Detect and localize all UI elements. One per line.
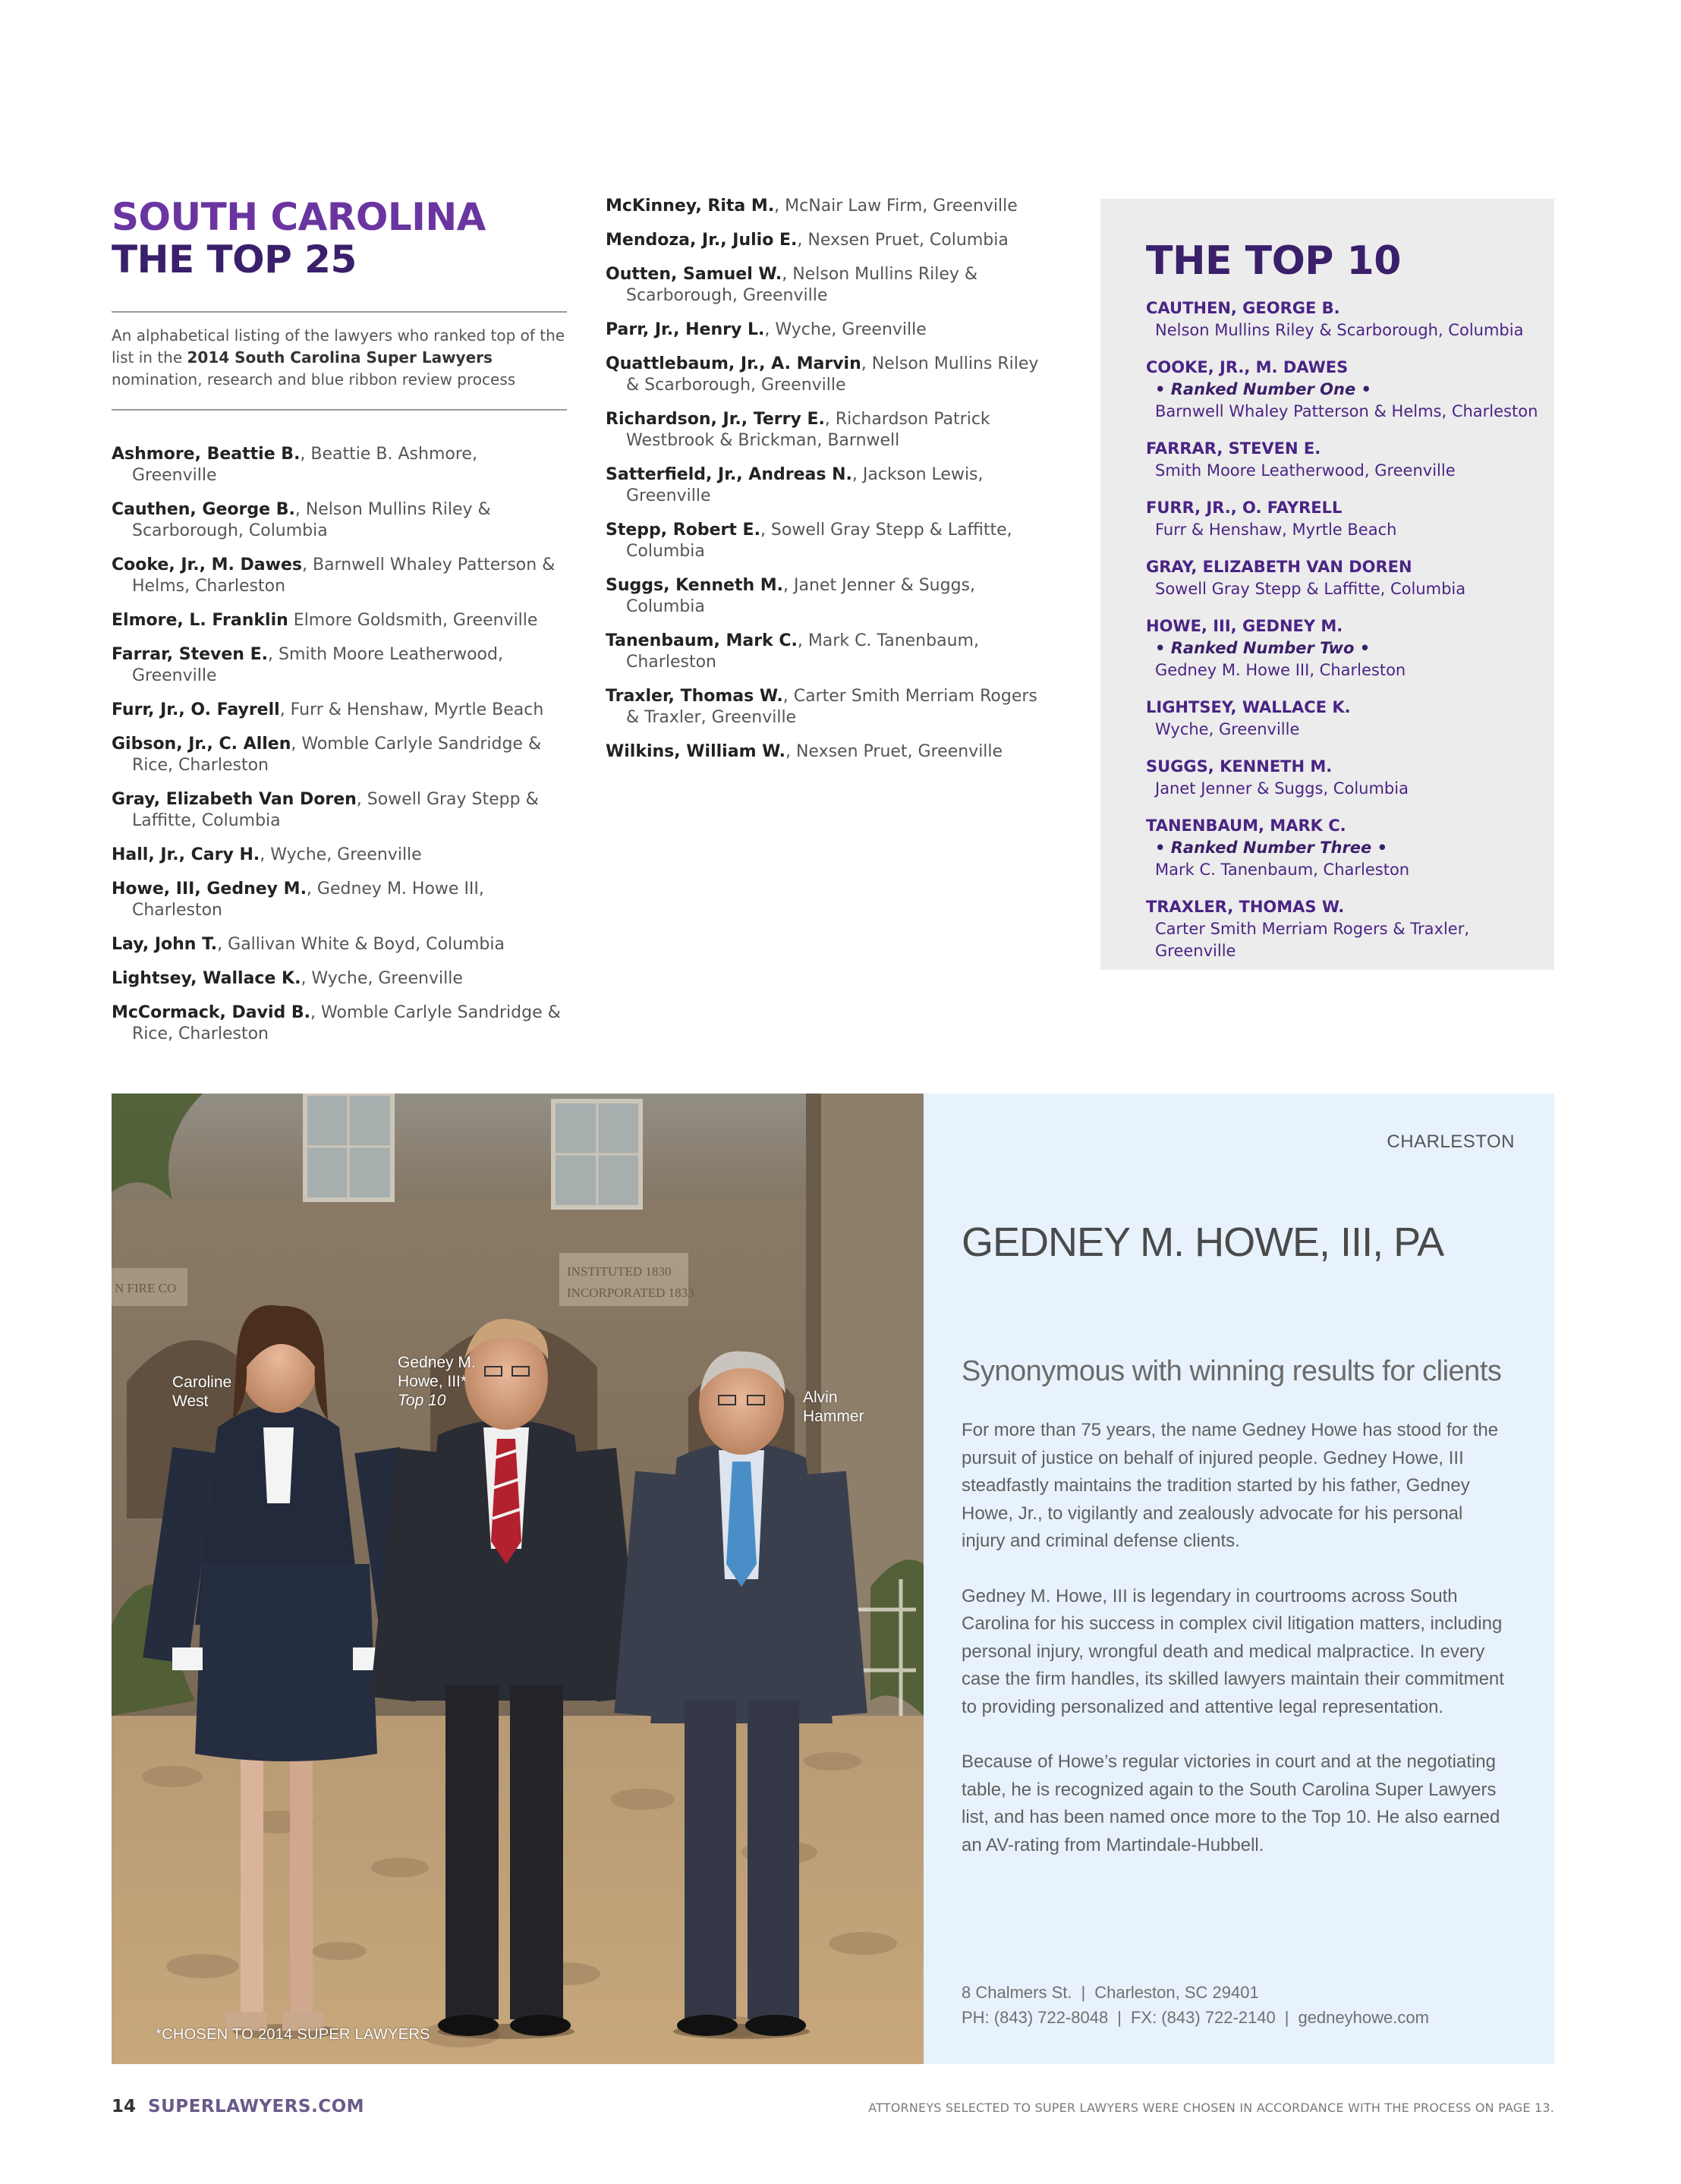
divider bbox=[112, 409, 567, 411]
lawyer-firm: , Womble Carlyle Sandridge & Rice, Charleston bbox=[132, 735, 542, 775]
top10-entry bbox=[1146, 815, 1554, 881]
lawyer-firm: , Nexsen Pruet, Columbia bbox=[797, 231, 1009, 250]
footer-disclaimer: ATTORNEYS SELECTED TO SUPER LAWYERS WERE CHOSEN IN ACCORDANCE WITH THE PROCESS ON PAGE 13. bbox=[868, 2101, 1554, 2115]
lawyer-name: Cauthen, George B. bbox=[112, 500, 295, 519]
lawyer-entry bbox=[606, 264, 1053, 307]
lawyer-firm: , Sowell Gray Stepp & Laffitte, Columbia bbox=[626, 521, 1012, 561]
top10-name: HOWE, III, GEDNEY M. bbox=[1146, 617, 1343, 635]
top25-list-middle bbox=[606, 196, 1053, 763]
top10-name: CAUTHEN, GEORGE B. bbox=[1146, 299, 1340, 317]
fax-number: FX: (843) 722-2140 bbox=[1130, 2008, 1276, 2027]
top10-entry bbox=[1146, 556, 1554, 600]
lawyer-name: Lay, John T. bbox=[112, 935, 218, 954]
caption-alvin: Alvin Hammer bbox=[803, 1389, 864, 1425]
top10-name: COOKE, JR., M. DAWES bbox=[1146, 358, 1349, 376]
city-label: CHARLESTON bbox=[1387, 1131, 1515, 1152]
top25-middle-column bbox=[606, 196, 1053, 776]
lawyer-name: Traxler, Thomas W. bbox=[606, 687, 783, 706]
firm-name: GEDNEY M. HOWE, III, PA bbox=[962, 1219, 1444, 1265]
lawyer-entry bbox=[112, 934, 567, 955]
plaque-text-2: INCORPORATED 1833 bbox=[567, 1286, 694, 1300]
top10-firm: Furr & Henshaw, Myrtle Beach bbox=[1155, 521, 1397, 539]
top10-entry bbox=[1146, 438, 1554, 482]
top10-entry bbox=[1146, 297, 1554, 341]
lawyer-name: Tanenbaum, Mark C. bbox=[606, 631, 798, 650]
lawyer-entry bbox=[606, 409, 1053, 452]
lawyer-entry bbox=[112, 734, 567, 776]
lawyer-firm: , Mark C. Tanenbaum, Charleston bbox=[626, 631, 979, 672]
lawyer-name: Wilkins, William W. bbox=[606, 742, 785, 761]
top10-entry bbox=[1146, 497, 1554, 541]
plaque-text-3: N FIRE CO bbox=[115, 1281, 177, 1295]
lawyer-entry bbox=[606, 464, 1053, 507]
top10-name: FARRAR, STEVEN E. bbox=[1146, 439, 1321, 458]
top10-firm: Janet Jenner & Suggs, Columbia bbox=[1155, 779, 1409, 798]
lawyer-name: Outten, Samuel W. bbox=[606, 265, 782, 284]
top25-left-column bbox=[112, 196, 567, 1058]
divider bbox=[112, 311, 567, 313]
lawyer-name: Furr, Jr., O. Fayrell bbox=[112, 700, 280, 719]
lawyer-firm: , Nelson Mullins Riley & Scarborough, Greenville bbox=[626, 265, 978, 305]
lawyer-name: Quattlebaum, Jr., A. Marvin bbox=[606, 354, 861, 373]
lawyer-entry bbox=[112, 968, 567, 990]
top10-firm: Barnwell Whaley Patterson & Helms, Charleston bbox=[1155, 402, 1538, 420]
lawyer-name: Stepp, Robert E. bbox=[606, 521, 760, 540]
top10-name: GRAY, ELIZABETH VAN DOREN bbox=[1146, 558, 1412, 576]
lawyer-name: Farrar, Steven E. bbox=[112, 645, 269, 664]
lawyer-name: Howe, III, Gedney M. bbox=[112, 880, 307, 898]
lawyer-firm: , Gedney M. Howe III, Charleston bbox=[132, 880, 484, 920]
description-paragraph: Because of Howe’s regular victories in court and at the negotiating table, he is recognized again to the South Carolina Super Lawyers list, and has been named once more to the Top 10. He also earned an AV-rating from Martindale-Hubbell. bbox=[962, 1751, 1500, 1855]
top10-entry bbox=[1146, 896, 1554, 962]
lawyer-firm: , McNair Law Firm, Greenville bbox=[774, 197, 1018, 216]
phone-number: PH: (843) 722-8048 bbox=[962, 2008, 1109, 2027]
lawyer-firm: , Barnwell Whaley Patterson & Helms, Charleston bbox=[132, 555, 556, 596]
contact-block bbox=[962, 1980, 1429, 2030]
lawyer-name: Ashmore, Beattie B. bbox=[112, 445, 301, 464]
top10-firm: Carter Smith Merriam Rogers & Traxler, Greenville bbox=[1155, 920, 1470, 960]
lawyer-entry bbox=[606, 520, 1053, 562]
lawyer-firm: , Wyche, Greenville bbox=[260, 845, 422, 864]
street-address: 8 Chalmers St. | Charleston, SC 29401 bbox=[962, 1983, 1259, 2002]
lawyer-firm: Elmore Goldsmith, Greenville bbox=[288, 611, 538, 630]
lawyer-entry bbox=[606, 354, 1053, 396]
lawyer-entry bbox=[112, 499, 567, 542]
team-photo-illustration bbox=[112, 1094, 924, 2064]
top10-name: FURR, JR., O. FAYRELL bbox=[1146, 499, 1343, 517]
plaque-text-1: INSTITUTED 1830 bbox=[567, 1264, 672, 1279]
lawyer-entry bbox=[606, 741, 1053, 763]
lawyer-firm: , Jackson Lewis, Greenville bbox=[626, 465, 984, 505]
page-number: 14 bbox=[112, 2097, 137, 2116]
lawyer-firm: , Janet Jenner & Suggs, Columbia bbox=[626, 576, 976, 616]
top10-name: TRAXLER, THOMAS W. bbox=[1146, 898, 1345, 916]
top10-box bbox=[1100, 199, 1554, 970]
firm-advertisement bbox=[112, 1094, 1554, 2064]
lawyer-name: McCormack, David B. bbox=[112, 1003, 311, 1022]
lawyer-entry bbox=[112, 610, 567, 631]
website-link[interactable]: gedneyhowe.com bbox=[1298, 2008, 1429, 2027]
caption-gedney: Gedney M. Howe, III* Top 10 bbox=[398, 1354, 476, 1409]
description-paragraph: For more than 75 years, the name Gedney Howe has stood for the pursuit of justice on behalf of injured people. Gedney Howe, III steadfastly maintains the tradition started by his father, Gedney Howe, Jr., to vigilantly and zealously advocate for his personal injury and criminal defense clients. bbox=[962, 1420, 1499, 1551]
lawyer-entry bbox=[606, 196, 1053, 217]
lawyer-entry bbox=[112, 789, 567, 832]
lawyer-firm: , Carter Smith Merriam Rogers & Traxler, Greenville bbox=[626, 687, 1037, 727]
top10-title: THE TOP 10 bbox=[1146, 238, 1401, 284]
lawyer-entry bbox=[112, 644, 567, 687]
lawyer-firm: , Smith Moore Leatherwood, Greenville bbox=[132, 645, 503, 685]
top25-list-left bbox=[112, 444, 567, 1045]
top10-entry bbox=[1146, 756, 1554, 800]
lawyer-firm: , Gallivan White & Boyd, Columbia bbox=[217, 935, 505, 954]
lawyer-entry bbox=[112, 700, 567, 721]
lawyer-entry bbox=[606, 230, 1053, 251]
top10-firm: Nelson Mullins Riley & Scarborough, Columbia bbox=[1155, 321, 1524, 339]
caption-caroline: Caroline West bbox=[172, 1374, 232, 1410]
lawyer-name: Gibson, Jr., C. Allen bbox=[112, 735, 291, 754]
top10-list bbox=[1146, 297, 1554, 962]
lawyer-name: McKinney, Rita M. bbox=[606, 197, 775, 216]
lawyer-firm: , Nelson Mullins Riley & Scarborough, Columbia bbox=[132, 500, 491, 540]
top10-firm: Gedney M. Howe III, Charleston bbox=[1155, 661, 1406, 679]
top10-firm: Mark C. Tanenbaum, Charleston bbox=[1155, 861, 1410, 879]
top10-entry bbox=[1146, 697, 1554, 741]
lawyer-firm: , Wyche, Greenville bbox=[301, 969, 463, 988]
top10-rank: • Ranked Number Two • bbox=[1155, 639, 1371, 657]
lawyer-firm: , Furr & Henshaw, Myrtle Beach bbox=[279, 700, 544, 719]
top10-rank: • Ranked Number One • bbox=[1155, 380, 1371, 398]
top10-firm: Wyche, Greenville bbox=[1155, 720, 1300, 738]
lawyer-firm: , Wyche, Greenville bbox=[764, 320, 927, 339]
footer-left bbox=[112, 2097, 364, 2116]
lawyer-firm: , Beattie B. Ashmore, Greenville bbox=[132, 445, 477, 485]
lawyer-entry bbox=[606, 686, 1053, 729]
lawyer-entry bbox=[112, 444, 567, 486]
lawyer-name: Satterfield, Jr., Andreas N. bbox=[606, 465, 852, 484]
top10-entry bbox=[1146, 615, 1554, 681]
lawyer-entry bbox=[606, 575, 1053, 618]
top10-name: SUGGS, KENNETH M. bbox=[1146, 757, 1333, 776]
lawyer-firm: , Nexsen Pruet, Greenville bbox=[785, 742, 1003, 761]
firm-tagline: Synonymous with winning results for clients bbox=[962, 1355, 1502, 1387]
section-title-top25: THE TOP 25 bbox=[112, 238, 357, 282]
contact-line: PH: (843) 722-8048 | FX: (843) 722-2140 | gedneyhowe.com bbox=[962, 2008, 1429, 2027]
lawyer-entry bbox=[112, 1002, 567, 1045]
firm-info-panel bbox=[924, 1094, 1554, 2064]
top10-firm: Sowell Gray Stepp & Laffitte, Columbia bbox=[1155, 580, 1466, 598]
chosen-footnote: *CHOSEN TO 2014 SUPER LAWYERS bbox=[156, 2026, 430, 2043]
description-paragraph: Gedney M. Howe, III is legendary in courtrooms across South Carolina for his success in complex civil litigation matters, including personal injury, wrongful death and medical malpractice. In every case the firm handles, its skilled lawyers maintain their commitment to providing personalized and attentive legal representation. bbox=[962, 1585, 1504, 1717]
top10-rank: • Ranked Number Three • bbox=[1155, 839, 1388, 857]
top10-name: LIGHTSEY, WALLACE K. bbox=[1146, 698, 1351, 716]
team-photo bbox=[112, 1094, 924, 2064]
intro-text: An alphabetical listing of the lawyers who ranked top of the list in the 2014 South Carolina Super Lawyers nomination, research and blue ribbon review process bbox=[112, 326, 565, 389]
lawyer-name: Suggs, Kenneth M. bbox=[606, 576, 784, 595]
lawyer-name: Mendoza, Jr., Julio E. bbox=[606, 231, 798, 250]
lawyer-firm: , Sowell Gray Stepp & Laffitte, Columbia bbox=[132, 790, 539, 830]
top10-firm: Smith Moore Leatherwood, Greenville bbox=[1155, 461, 1456, 480]
footer-brand-link[interactable]: SUPERLAWYERS.COM bbox=[148, 2097, 365, 2116]
top10-entry bbox=[1146, 357, 1554, 423]
lawyer-name: Gray, Elizabeth Van Doren bbox=[112, 790, 357, 809]
lawyer-name: Parr, Jr., Henry L. bbox=[606, 320, 765, 339]
lawyer-entry bbox=[112, 555, 567, 597]
lawyer-name: Richardson, Jr., Terry E. bbox=[606, 410, 825, 429]
lawyer-entry bbox=[606, 319, 1053, 341]
top10-name: TANENBAUM, MARK C. bbox=[1146, 817, 1346, 835]
lawyer-name: Cooke, Jr., M. Dawes bbox=[112, 555, 302, 574]
lawyer-name: Lightsey, Wallace K. bbox=[112, 969, 301, 988]
lawyer-firm: , Nelson Mullins Riley & Scarborough, Greenville bbox=[626, 354, 1039, 395]
intro-bold: 2014 South Carolina Super Lawyers bbox=[187, 348, 493, 367]
lawyer-firm: , Richardson Patrick Westbrook & Brickman, Barnwell bbox=[626, 410, 990, 450]
section-title-state: SOUTH CAROLINA bbox=[112, 195, 486, 239]
lawyer-name: Hall, Jr., Cary H. bbox=[112, 845, 260, 864]
lawyer-firm: , Womble Carlyle Sandridge & Rice, Charleston bbox=[132, 1003, 561, 1043]
lawyer-entry bbox=[112, 845, 567, 866]
lawyer-entry bbox=[112, 879, 567, 921]
lawyer-entry bbox=[606, 631, 1053, 673]
firm-description bbox=[962, 1417, 1508, 1887]
lawyer-name: Elmore, L. Franklin bbox=[112, 611, 288, 630]
